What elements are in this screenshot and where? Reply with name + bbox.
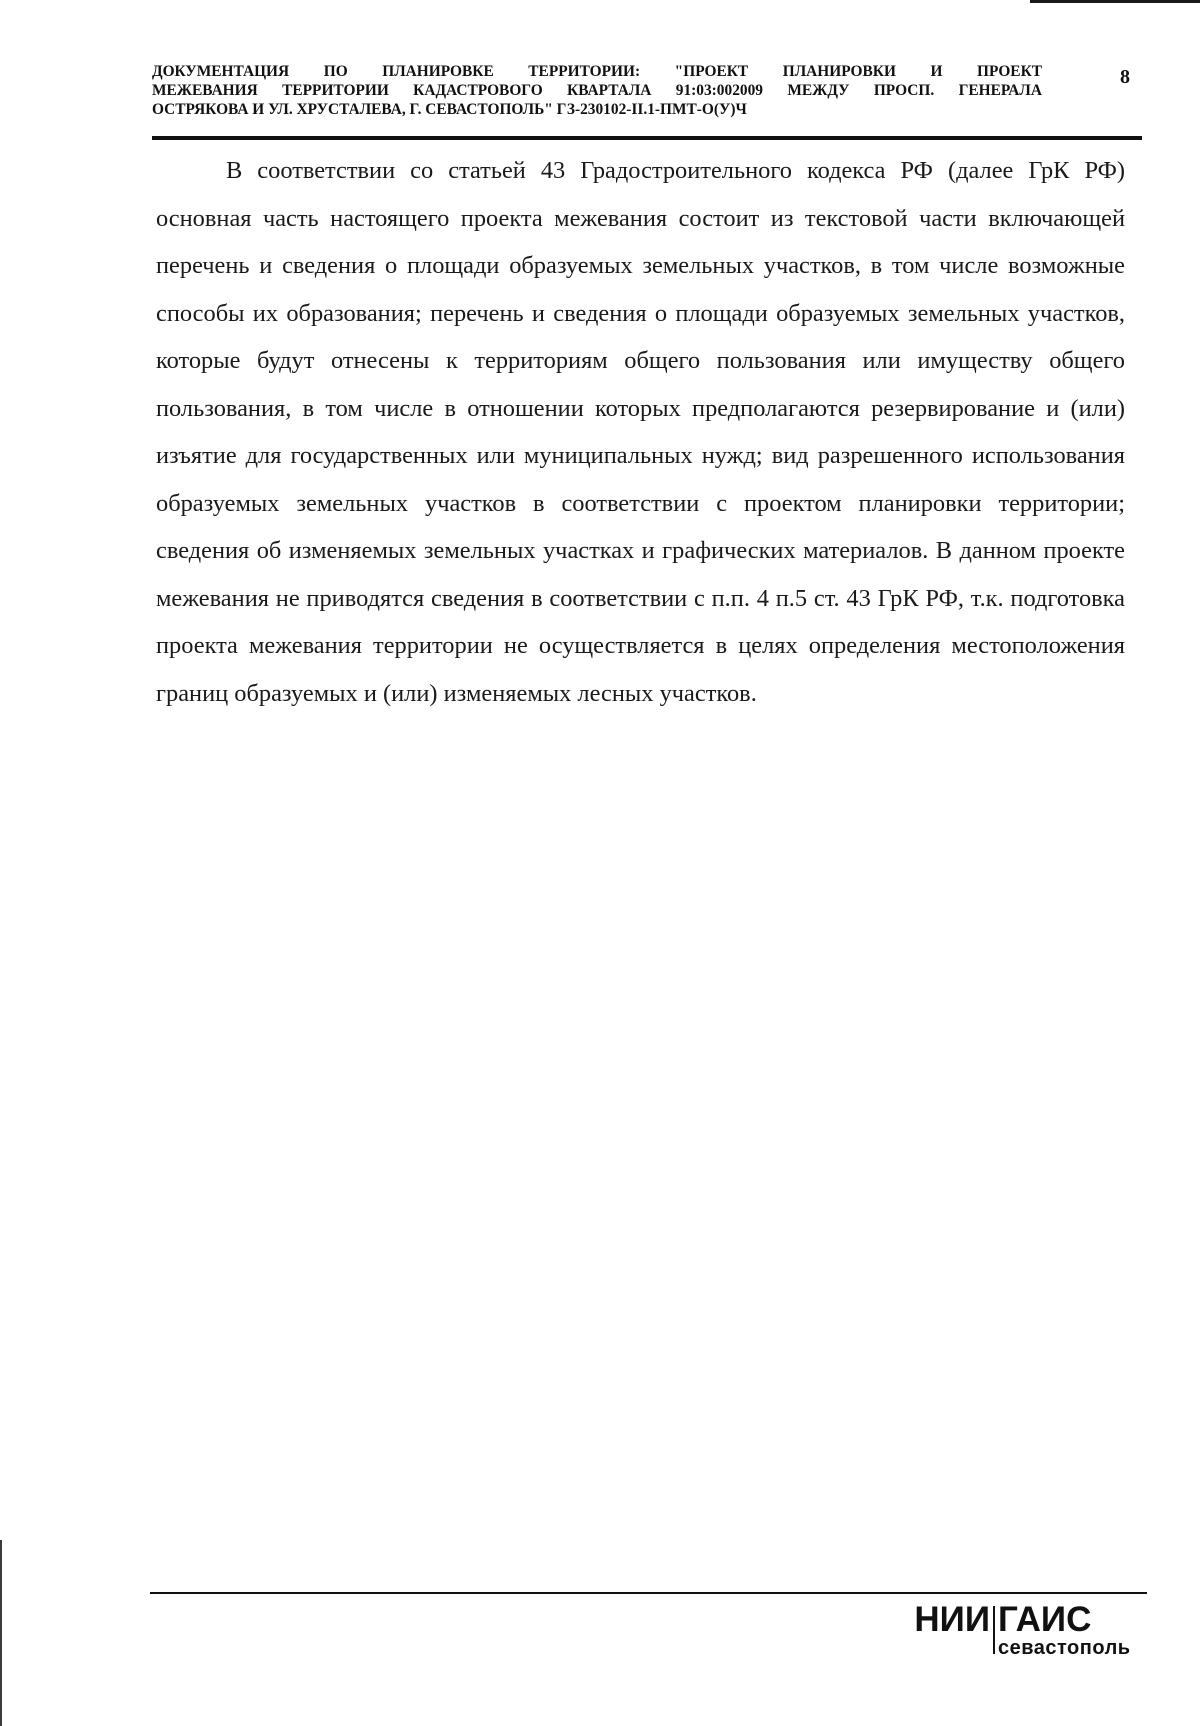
organization-logo [905, 1600, 1150, 1660]
header-title [152, 62, 1042, 119]
scan-edge-mark-left [0, 1540, 2, 1726]
page-number: 8 [1120, 66, 1130, 88]
header-title-line-1: ДОКУМЕНТАЦИЯ ПО ПЛАНИРОВКЕ ТЕРРИТОРИИ: "ПРОЕКТ ПЛАНИРОВКИ И ПРОЕКТ [152, 63, 1042, 80]
header-divider [152, 136, 1142, 140]
footer-divider [150, 1592, 1147, 1594]
logo-text-right: ГАИС [998, 1600, 1092, 1639]
logo-text-left: НИИ [914, 1600, 990, 1639]
header-title-line-3: ОСТРЯКОВА И УЛ. ХРУСТАЛЕВА, Г. СЕВАСТОПОЛЬ" ГЗ-230102-II.1-ПМТ-О(У)Ч [152, 101, 747, 118]
logo-subtitle: севастополь [998, 1637, 1131, 1659]
body-paragraph: В соответствии со статьей 43 Градостроительного кодекса РФ (далее ГрК РФ) основная часть настоящего проекта межевания состоит из текстовой части включающей перечень и сведения о площади образуемых земельных участков, в том числе возможные способы их образования; перечень и сведения о площади образуемых земельных участков, которые будут отнесены к территориям общего пользования или имуществу общего пользования, в том числе в отношении которых предполагаются резервирование и (или) изъятие для государственных или муниципальных нужд; вид разрешенного использования образуемых земельных участков в соответствии с проектом планировки территории; сведения об изменяемых земельных участках и графических материалов. В данном проекте межевания не приводятся сведения в соответствии с п.п. 4 п.5 ст. 43 ГрК РФ, т.к. подготовка проекта межевания территории не осуществляется в целях определения местоположения границ образуемых и (или) изменяемых лесных участков. [156, 157, 1125, 707]
page-header [152, 62, 1042, 119]
logo-separator [993, 1606, 995, 1654]
header-title-line-2: МЕЖЕВАНИЯ ТЕРРИТОРИИ КАДАСТРОВОГО КВАРТАЛА 91:03:002009 МЕЖДУ ПРОСП. ГЕНЕРАЛА [152, 82, 1042, 99]
scan-edge-mark-top [1030, 0, 1200, 3]
